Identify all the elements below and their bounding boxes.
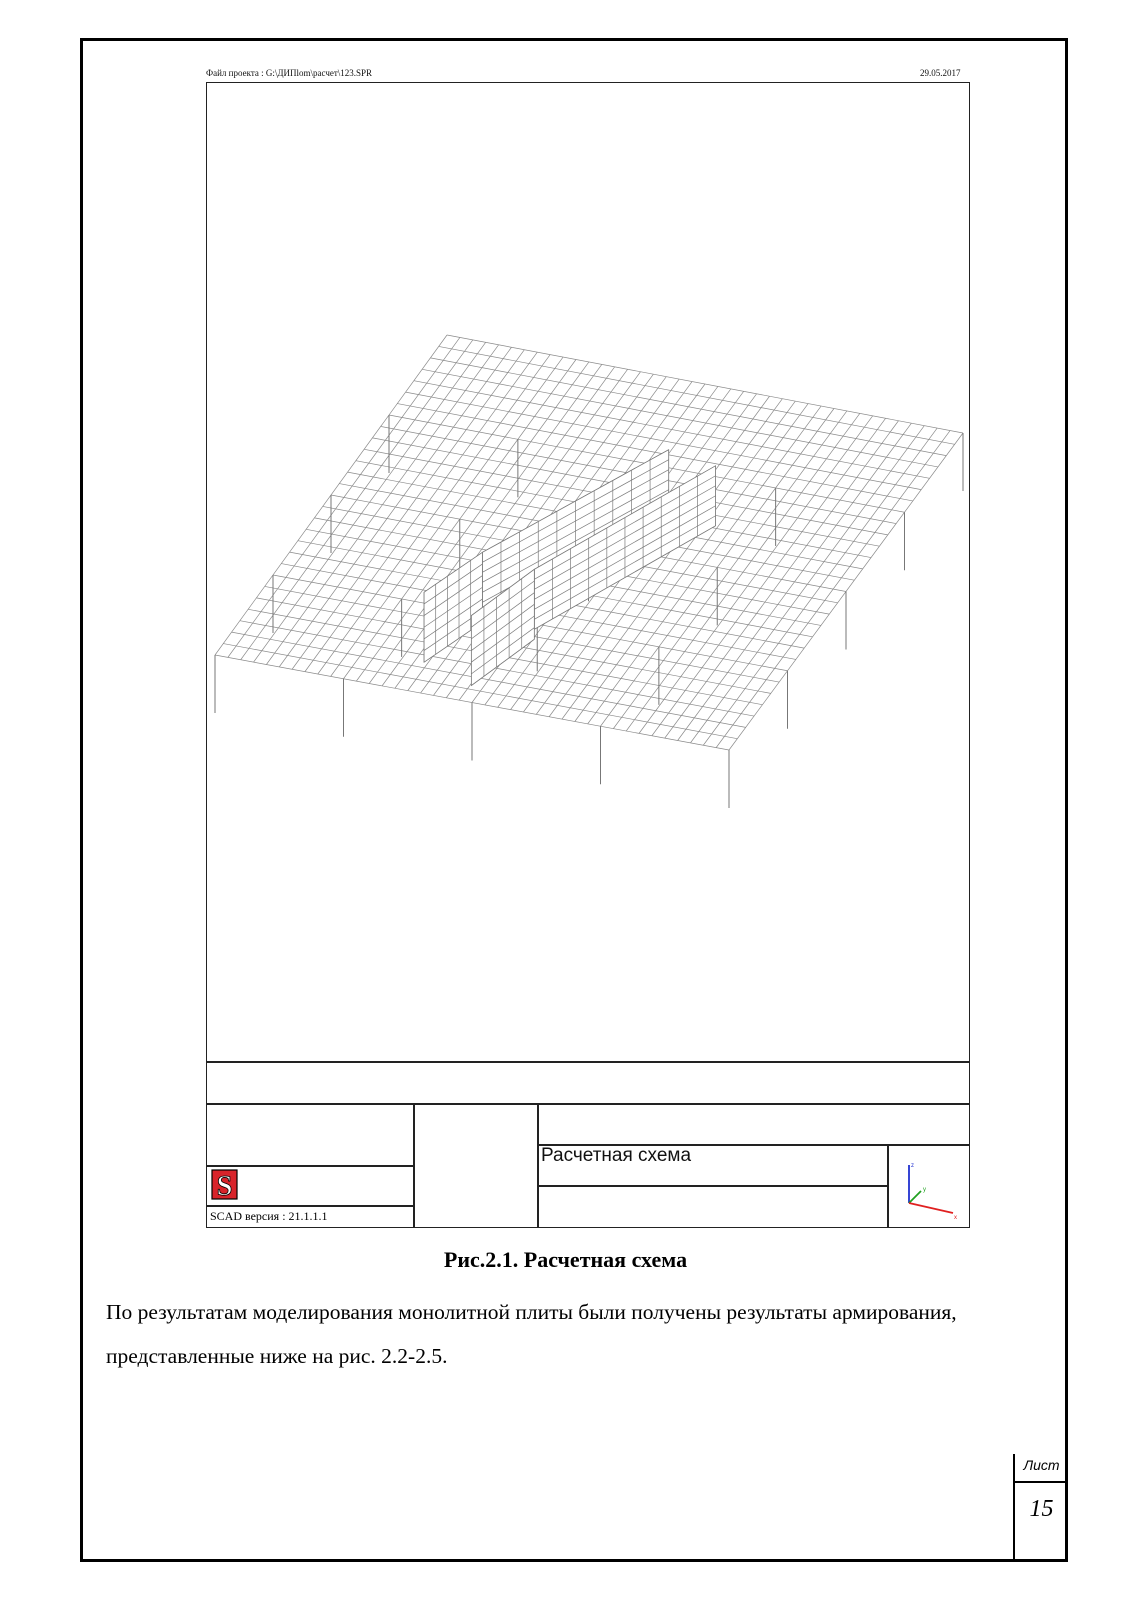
svg-text:z: z [911,1163,914,1169]
drawing-name: Расчетная схема [541,1145,692,1166]
title-block-line [413,1103,415,1227]
drawing-area [206,82,970,1228]
software-version: SCAD версия : 21.1.1.1 [210,1209,328,1223]
mesh-line [414,381,930,479]
title-block-top-line [207,1061,969,1063]
scad-logo [211,1169,239,1201]
mesh-line [422,369,938,467]
body-paragraph: По результатам моделирования монолитной плиты были получены результаты армирования, представленные ниже на рис. 2.2-2.5. [106,1300,957,1368]
title-block-line [537,1185,887,1187]
figure-caption: Рис.2.1. Расчетная схема [443,1247,688,1272]
sheet-label: Лист [1023,1457,1060,1473]
logo-letter: S [216,1171,233,1201]
title-block-line [537,1103,539,1227]
columns [215,415,963,808]
structural-model-view [207,83,969,1227]
axis-triad-icon [897,1157,963,1221]
mesh-line [439,346,955,444]
svg-text:x: x [954,1215,957,1221]
svg-text:y: y [923,1187,926,1193]
project-file-label: Файл проекта : G:\ДИПlom\расчет\123.SPR [206,68,373,78]
title-block-line [207,1165,413,1167]
title-block-line [207,1205,413,1207]
mesh-line [447,335,963,433]
sheet-number: 15 [1029,1496,1054,1522]
title-block-line [207,1103,969,1105]
title-block-line [887,1144,889,1227]
sheet-number-box [1013,1454,1068,1562]
mesh-line [430,358,946,456]
date-label: 29.05.2017 [920,68,961,78]
